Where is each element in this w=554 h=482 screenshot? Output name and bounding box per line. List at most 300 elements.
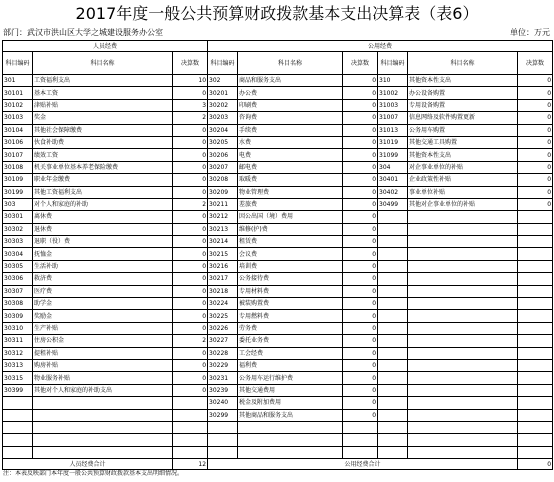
public-a-amount-cell: 0 [343, 322, 378, 334]
header-row-groups [3, 41, 553, 52]
personnel-amount-cell [173, 409, 208, 421]
public-b-name-cell [408, 322, 518, 334]
public-a-name-cell: 印刷费 [238, 99, 343, 111]
personnel-amount-cell: 2 [173, 112, 208, 124]
personnel-code-cell: 30308 [3, 298, 33, 310]
public-b-name-cell [408, 260, 518, 272]
public-a-code-cell: 30226 [208, 322, 238, 334]
table-row [3, 322, 553, 334]
table-row [3, 211, 553, 223]
personnel-name-cell [33, 446, 173, 458]
public-b-code-cell [378, 359, 408, 371]
public-a-code-cell: 30224 [208, 298, 238, 310]
public-b-amount-cell [518, 372, 553, 384]
public-b-amount-cell [518, 223, 553, 235]
table-row [3, 99, 553, 111]
public-a-name-cell: 商品和服务支出 [238, 75, 343, 87]
personnel-code-cell: 30313 [3, 359, 33, 371]
public-a-amount-cell: 0 [343, 260, 378, 272]
personnel-amount-cell: 0 [173, 136, 208, 148]
personnel-amount-cell: 0 [173, 347, 208, 359]
personnel-name-cell: 购房补贴 [33, 359, 173, 371]
public-a-code-cell: 30203 [208, 112, 238, 124]
public-a-name-cell: 电费 [238, 149, 343, 161]
public-b-amount-cell [518, 310, 553, 322]
public-b-amount-cell [518, 285, 553, 297]
personnel-name-cell: 抚恤金 [33, 248, 173, 260]
table-row [3, 372, 553, 384]
public-a-code-cell: 30214 [208, 236, 238, 248]
public-a-code-cell: 30216 [208, 260, 238, 272]
public-a-amount-cell: 0 [343, 161, 378, 173]
public-b-name-cell [408, 372, 518, 384]
personnel-code-cell: 30307 [3, 285, 33, 297]
public-total-label: 公用经费合计 [208, 459, 518, 470]
public-a-code-cell: 30217 [208, 273, 238, 285]
public-b-name-cell: 其他对企事业单位的补贴 [408, 198, 518, 210]
personnel-amount-cell: 0 [173, 223, 208, 235]
public-b-code-cell [378, 421, 408, 433]
public-b-amount-cell: 0 [518, 198, 553, 210]
public-a-code-cell [208, 446, 238, 458]
personnel-name-cell: 基本工资 [33, 87, 173, 99]
personnel-name-cell [33, 397, 173, 409]
public-a-amount-cell: 0 [343, 409, 378, 421]
personnel-group-header: 人员经费 [3, 41, 208, 52]
public-a-name-cell: 会议费 [238, 248, 343, 260]
public-b-code-cell: 31019 [378, 136, 408, 148]
public-b-code-cell [378, 397, 408, 409]
personnel-name-cell: 提租补贴 [33, 347, 173, 359]
personnel-code-cell: 30304 [3, 248, 33, 260]
public-a-amount-cell: 0 [343, 273, 378, 285]
public-a-code-cell [208, 434, 238, 446]
personnel-amount-cell [173, 446, 208, 458]
public-a-name-cell: 公务用车运行维护费 [238, 372, 343, 384]
public-a-amount-cell: 0 [343, 347, 378, 359]
public-b-name-cell [408, 397, 518, 409]
public-b-code-cell [378, 372, 408, 384]
public-b-name-cell [408, 359, 518, 371]
public-a-amount-cell: 0 [343, 99, 378, 111]
public-a-amount-cell: 0 [343, 298, 378, 310]
personnel-amount-cell: 0 [173, 322, 208, 334]
personnel-code-cell: 30303 [3, 236, 33, 248]
personnel-amount-cell: 2 [173, 335, 208, 347]
public-a-name-cell: 被装购置费 [238, 298, 343, 310]
public-a-amount-cell: 0 [343, 236, 378, 248]
col-header-name: 科目名称 [238, 52, 343, 75]
col-header-name: 科目名称 [33, 52, 173, 75]
public-a-amount-cell: 0 [343, 174, 378, 186]
personnel-amount-cell: 0 [173, 186, 208, 198]
public-b-code-cell [378, 322, 408, 334]
public-b-code-cell [378, 347, 408, 359]
personnel-amount-cell: 10 [173, 75, 208, 87]
personnel-amount-cell: 0 [173, 359, 208, 371]
public-a-code-cell: 30229 [208, 359, 238, 371]
public-b-code-cell [378, 248, 408, 260]
public-b-amount-cell: 0 [518, 136, 553, 148]
table-row [3, 359, 553, 371]
public-a-name-cell: 税金及附加费用 [238, 397, 343, 409]
personnel-amount-cell: 0 [173, 285, 208, 297]
public-b-name-cell [408, 347, 518, 359]
personnel-name-cell: 生产补贴 [33, 322, 173, 334]
personnel-amount-cell: 0 [173, 161, 208, 173]
public-b-amount-cell [518, 236, 553, 248]
personnel-code-cell: 30302 [3, 223, 33, 235]
public-a-name-cell: 邮电费 [238, 161, 343, 173]
public-b-amount-cell [518, 322, 553, 334]
personnel-amount-cell: 0 [173, 248, 208, 260]
public-b-code-cell: 31007 [378, 112, 408, 124]
personnel-code-cell: 30315 [3, 372, 33, 384]
public-b-amount-cell [518, 298, 553, 310]
personnel-name-cell: 生活补助 [33, 260, 173, 272]
public-a-code-cell: 30201 [208, 87, 238, 99]
personnel-code-cell: 30109 [3, 174, 33, 186]
personnel-code-cell: 30311 [3, 335, 33, 347]
public-a-name-cell: 维修(护)费 [238, 223, 343, 235]
public-b-code-cell [378, 211, 408, 223]
personnel-code-cell: 30306 [3, 273, 33, 285]
personnel-code-cell: 30312 [3, 347, 33, 359]
public-a-code-cell: 30207 [208, 161, 238, 173]
public-a-amount-cell: 0 [343, 149, 378, 161]
public-a-amount-cell: 0 [343, 285, 378, 297]
public-a-amount-cell: 0 [343, 136, 378, 148]
public-b-amount-cell [518, 273, 553, 285]
public-b-code-cell [378, 434, 408, 446]
public-group-header: 公用经费 [208, 41, 553, 52]
personnel-amount-cell: 0 [173, 310, 208, 322]
unit-label: 单位：万元 [510, 28, 550, 37]
public-a-amount-cell: 0 [343, 124, 378, 136]
public-a-amount-cell: 0 [343, 223, 378, 235]
public-b-code-cell: 31002 [378, 87, 408, 99]
table-row [3, 260, 553, 272]
public-a-name-cell: 因公出国（境）费用 [238, 211, 343, 223]
table-row [3, 285, 553, 297]
table-row [3, 273, 553, 285]
personnel-amount-cell: 0 [173, 260, 208, 272]
personnel-code-cell [3, 397, 33, 409]
personnel-name-cell: 其他社会保障缴费 [33, 124, 173, 136]
public-b-amount-cell: 0 [518, 124, 553, 136]
col-header-code: 科目编码 [208, 52, 238, 75]
personnel-name-cell: 工资福利支出 [33, 75, 173, 87]
personnel-code-cell: 30103 [3, 112, 33, 124]
table-row [3, 384, 553, 396]
personnel-amount-cell: 2 [173, 198, 208, 210]
public-b-name-cell: 其他交通工具购置 [408, 136, 518, 148]
public-b-code-cell [378, 223, 408, 235]
public-a-code-cell: 30213 [208, 223, 238, 235]
table-row [3, 124, 553, 136]
personnel-name-cell [33, 434, 173, 446]
public-a-name-cell: 委托业务费 [238, 335, 343, 347]
public-a-code-cell: 30215 [208, 248, 238, 260]
public-a-name-cell: 差旅费 [238, 198, 343, 210]
personnel-code-cell: 30106 [3, 136, 33, 148]
public-a-name-cell: 手续费 [238, 124, 343, 136]
public-b-amount-cell: 0 [518, 174, 553, 186]
public-a-name-cell: 劳务费 [238, 322, 343, 334]
personnel-amount-cell [173, 434, 208, 446]
public-a-amount-cell [343, 446, 378, 458]
personnel-amount-cell: 0 [173, 372, 208, 384]
public-a-code-cell: 30206 [208, 149, 238, 161]
public-b-amount-cell [518, 421, 553, 433]
public-a-code-cell: 30299 [208, 409, 238, 421]
personnel-amount-cell [173, 421, 208, 433]
personnel-code-cell: 30199 [3, 186, 33, 198]
public-a-amount-cell: 0 [343, 359, 378, 371]
col-header-amount: 决算数 [518, 52, 553, 75]
public-a-amount-cell: 0 [343, 112, 378, 124]
public-a-code-cell: 30218 [208, 285, 238, 297]
public-b-name-cell [408, 248, 518, 260]
public-b-name-cell [408, 446, 518, 458]
table-row [3, 421, 553, 433]
public-b-amount-cell [518, 397, 553, 409]
public-b-code-cell [378, 298, 408, 310]
personnel-name-cell: 奖金 [33, 112, 173, 124]
public-b-name-cell [408, 434, 518, 446]
table-row [3, 198, 553, 210]
public-a-amount-cell: 0 [343, 372, 378, 384]
table-row [3, 174, 553, 186]
public-b-amount-cell [518, 347, 553, 359]
public-a-amount-cell: 0 [343, 310, 378, 322]
table-row [3, 409, 553, 421]
personnel-amount-cell [173, 397, 208, 409]
table-row [3, 310, 553, 322]
public-b-name-cell: 其他资本性支出 [408, 149, 518, 161]
public-a-amount-cell: 0 [343, 198, 378, 210]
personnel-name-cell: 津贴补贴 [33, 99, 173, 111]
public-a-code-cell: 302 [208, 75, 238, 87]
personnel-code-cell: 30104 [3, 124, 33, 136]
public-b-amount-cell: 0 [518, 149, 553, 161]
table-row [3, 149, 553, 161]
table-row [3, 75, 553, 87]
public-b-amount-cell [518, 446, 553, 458]
public-b-code-cell: 310 [378, 75, 408, 87]
public-a-name-cell: 取暖费 [238, 174, 343, 186]
personnel-name-cell: 住房公积金 [33, 335, 173, 347]
public-b-code-cell: 30499 [378, 198, 408, 210]
personnel-name-cell: 其他对个人和家庭的补助支出 [33, 384, 173, 396]
footnote: 注：本表反映部门本年度一般公共预算财政拨款基本支出明细情况。 [3, 470, 184, 477]
public-b-code-cell [378, 384, 408, 396]
public-b-code-cell [378, 260, 408, 272]
public-a-name-cell: 其他商品和服务支出 [238, 409, 343, 421]
public-b-code-cell: 31099 [378, 149, 408, 161]
public-b-name-cell: 办公设备购置 [408, 87, 518, 99]
public-b-code-cell [378, 236, 408, 248]
public-a-name-cell: 专用燃料费 [238, 310, 343, 322]
public-b-code-cell [378, 335, 408, 347]
table-body [3, 41, 553, 459]
public-a-amount-cell: 0 [343, 335, 378, 347]
personnel-code-cell: 30399 [3, 384, 33, 396]
table-row [3, 335, 553, 347]
public-b-amount-cell: 0 [518, 87, 553, 99]
personnel-code-cell [3, 421, 33, 433]
personnel-code-cell: 30309 [3, 310, 33, 322]
public-a-code-cell: 30209 [208, 186, 238, 198]
public-b-amount-cell [518, 409, 553, 421]
public-a-amount-cell: 0 [343, 248, 378, 260]
public-b-name-cell [408, 310, 518, 322]
personnel-amount-cell: 0 [173, 87, 208, 99]
col-header-amount: 决算数 [173, 52, 208, 75]
public-a-amount-cell: 0 [343, 397, 378, 409]
personnel-code-cell: 30107 [3, 149, 33, 161]
public-a-amount-cell: 0 [343, 75, 378, 87]
personnel-name-cell: 物业服务补贴 [33, 372, 173, 384]
totals-row [3, 459, 553, 470]
public-b-amount-cell [518, 248, 553, 260]
public-a-code-cell: 30202 [208, 99, 238, 111]
public-a-name-cell: 物业管理费 [238, 186, 343, 198]
public-a-amount-cell [343, 421, 378, 433]
public-b-name-cell: 企业政策性补贴 [408, 174, 518, 186]
public-b-name-cell [408, 211, 518, 223]
public-b-code-cell [378, 409, 408, 421]
personnel-amount-cell: 0 [173, 298, 208, 310]
department-label: 部门：武汉市洪山区大学之城建设服务办公室 [3, 28, 163, 37]
personnel-name-cell [33, 421, 173, 433]
header-row-columns [3, 52, 553, 75]
public-b-name-cell: 专用设备购置 [408, 99, 518, 111]
public-a-code-cell: 30212 [208, 211, 238, 223]
personnel-name-cell: 退休费 [33, 223, 173, 235]
public-a-name-cell: 咨询费 [238, 112, 343, 124]
public-b-name-cell: 公务用车购置 [408, 124, 518, 136]
report-title: 2017年度一般公共预算财政拨款基本支出决算表（表6） [75, 4, 479, 23]
personnel-code-cell [3, 409, 33, 421]
public-a-name-cell: 办公费 [238, 87, 343, 99]
public-b-name-cell: 其他资本性支出 [408, 75, 518, 87]
public-a-name-cell: 福利费 [238, 359, 343, 371]
public-b-code-cell [378, 446, 408, 458]
public-a-amount-cell: 0 [343, 87, 378, 99]
personnel-name-cell: 奖励金 [33, 310, 173, 322]
col-header-code: 科目编码 [378, 52, 408, 75]
personnel-name-cell: 医疗费 [33, 285, 173, 297]
public-b-amount-cell [518, 384, 553, 396]
personnel-name-cell: 绩效工资 [33, 149, 173, 161]
public-b-amount-cell: 0 [518, 99, 553, 111]
public-a-name-cell: 其他交通费用 [238, 384, 343, 396]
table-row [3, 248, 553, 260]
public-b-code-cell [378, 285, 408, 297]
col-header-code: 科目编码 [3, 52, 33, 75]
col-header-name: 科目名称 [408, 52, 518, 75]
public-b-name-cell [408, 236, 518, 248]
public-b-code-cell [378, 273, 408, 285]
personnel-code-cell: 30301 [3, 211, 33, 223]
personnel-code-cell: 303 [3, 198, 33, 210]
public-a-amount-cell: 0 [343, 384, 378, 396]
col-header-amount: 决算数 [343, 52, 378, 75]
public-a-amount-cell: 0 [343, 211, 378, 223]
personnel-code-cell: 301 [3, 75, 33, 87]
personnel-name-cell [33, 409, 173, 421]
personnel-amount-cell: 0 [173, 149, 208, 161]
public-b-code-cell: 31003 [378, 99, 408, 111]
public-b-name-cell: 对企事业单位的补贴 [408, 161, 518, 173]
public-b-name-cell [408, 273, 518, 285]
public-b-name-cell [408, 384, 518, 396]
public-a-name-cell: 工会经费 [238, 347, 343, 359]
public-b-code-cell: 31013 [378, 124, 408, 136]
public-b-name-cell: 事业单位补贴 [408, 186, 518, 198]
budget-table [2, 40, 553, 470]
public-a-name-cell [238, 446, 343, 458]
public-a-code-cell: 30225 [208, 310, 238, 322]
public-a-code-cell: 30208 [208, 174, 238, 186]
public-a-name-cell: 公务接待费 [238, 273, 343, 285]
public-b-name-cell [408, 223, 518, 235]
public-a-name-cell: 培训费 [238, 260, 343, 272]
table-row [3, 223, 553, 235]
personnel-amount-cell: 0 [173, 124, 208, 136]
personnel-amount-cell: 0 [173, 236, 208, 248]
public-a-name-cell [238, 434, 343, 446]
table-row [3, 87, 553, 99]
personnel-name-cell: 其他工资福利支出 [33, 186, 173, 198]
table-row [3, 434, 553, 446]
personnel-name-cell: 离休费 [33, 211, 173, 223]
personnel-name-cell: 对个人和家庭的补助 [33, 198, 173, 210]
public-b-code-cell [378, 310, 408, 322]
public-a-code-cell: 30227 [208, 335, 238, 347]
public-a-name-cell [238, 421, 343, 433]
public-b-name-cell: 信息网络及软件购置更新 [408, 112, 518, 124]
public-b-amount-cell [518, 359, 553, 371]
table-row [3, 347, 553, 359]
public-b-code-cell: 304 [378, 161, 408, 173]
public-b-name-cell [408, 298, 518, 310]
personnel-amount-cell: 0 [173, 211, 208, 223]
public-a-name-cell: 水费 [238, 136, 343, 148]
table-row [3, 186, 553, 198]
public-a-code-cell: 30205 [208, 136, 238, 148]
personnel-amount-cell: 0 [173, 273, 208, 285]
personnel-code-cell [3, 434, 33, 446]
public-b-amount-cell: 0 [518, 112, 553, 124]
public-a-name-cell: 租赁费 [238, 236, 343, 248]
table-row [3, 397, 553, 409]
public-a-code-cell [208, 421, 238, 433]
personnel-total-label: 人员经费合计 [3, 459, 173, 470]
public-b-code-cell: 30402 [378, 186, 408, 198]
public-a-name-cell: 专用材料费 [238, 285, 343, 297]
personnel-amount-cell: 0 [173, 384, 208, 396]
public-total-value: 0 [518, 459, 553, 470]
public-a-amount-cell: 0 [343, 186, 378, 198]
table-row [3, 161, 553, 173]
public-b-code-cell: 30401 [378, 174, 408, 186]
public-b-amount-cell [518, 211, 553, 223]
public-a-code-cell: 30211 [208, 198, 238, 210]
table-row [3, 298, 553, 310]
public-b-name-cell [408, 421, 518, 433]
